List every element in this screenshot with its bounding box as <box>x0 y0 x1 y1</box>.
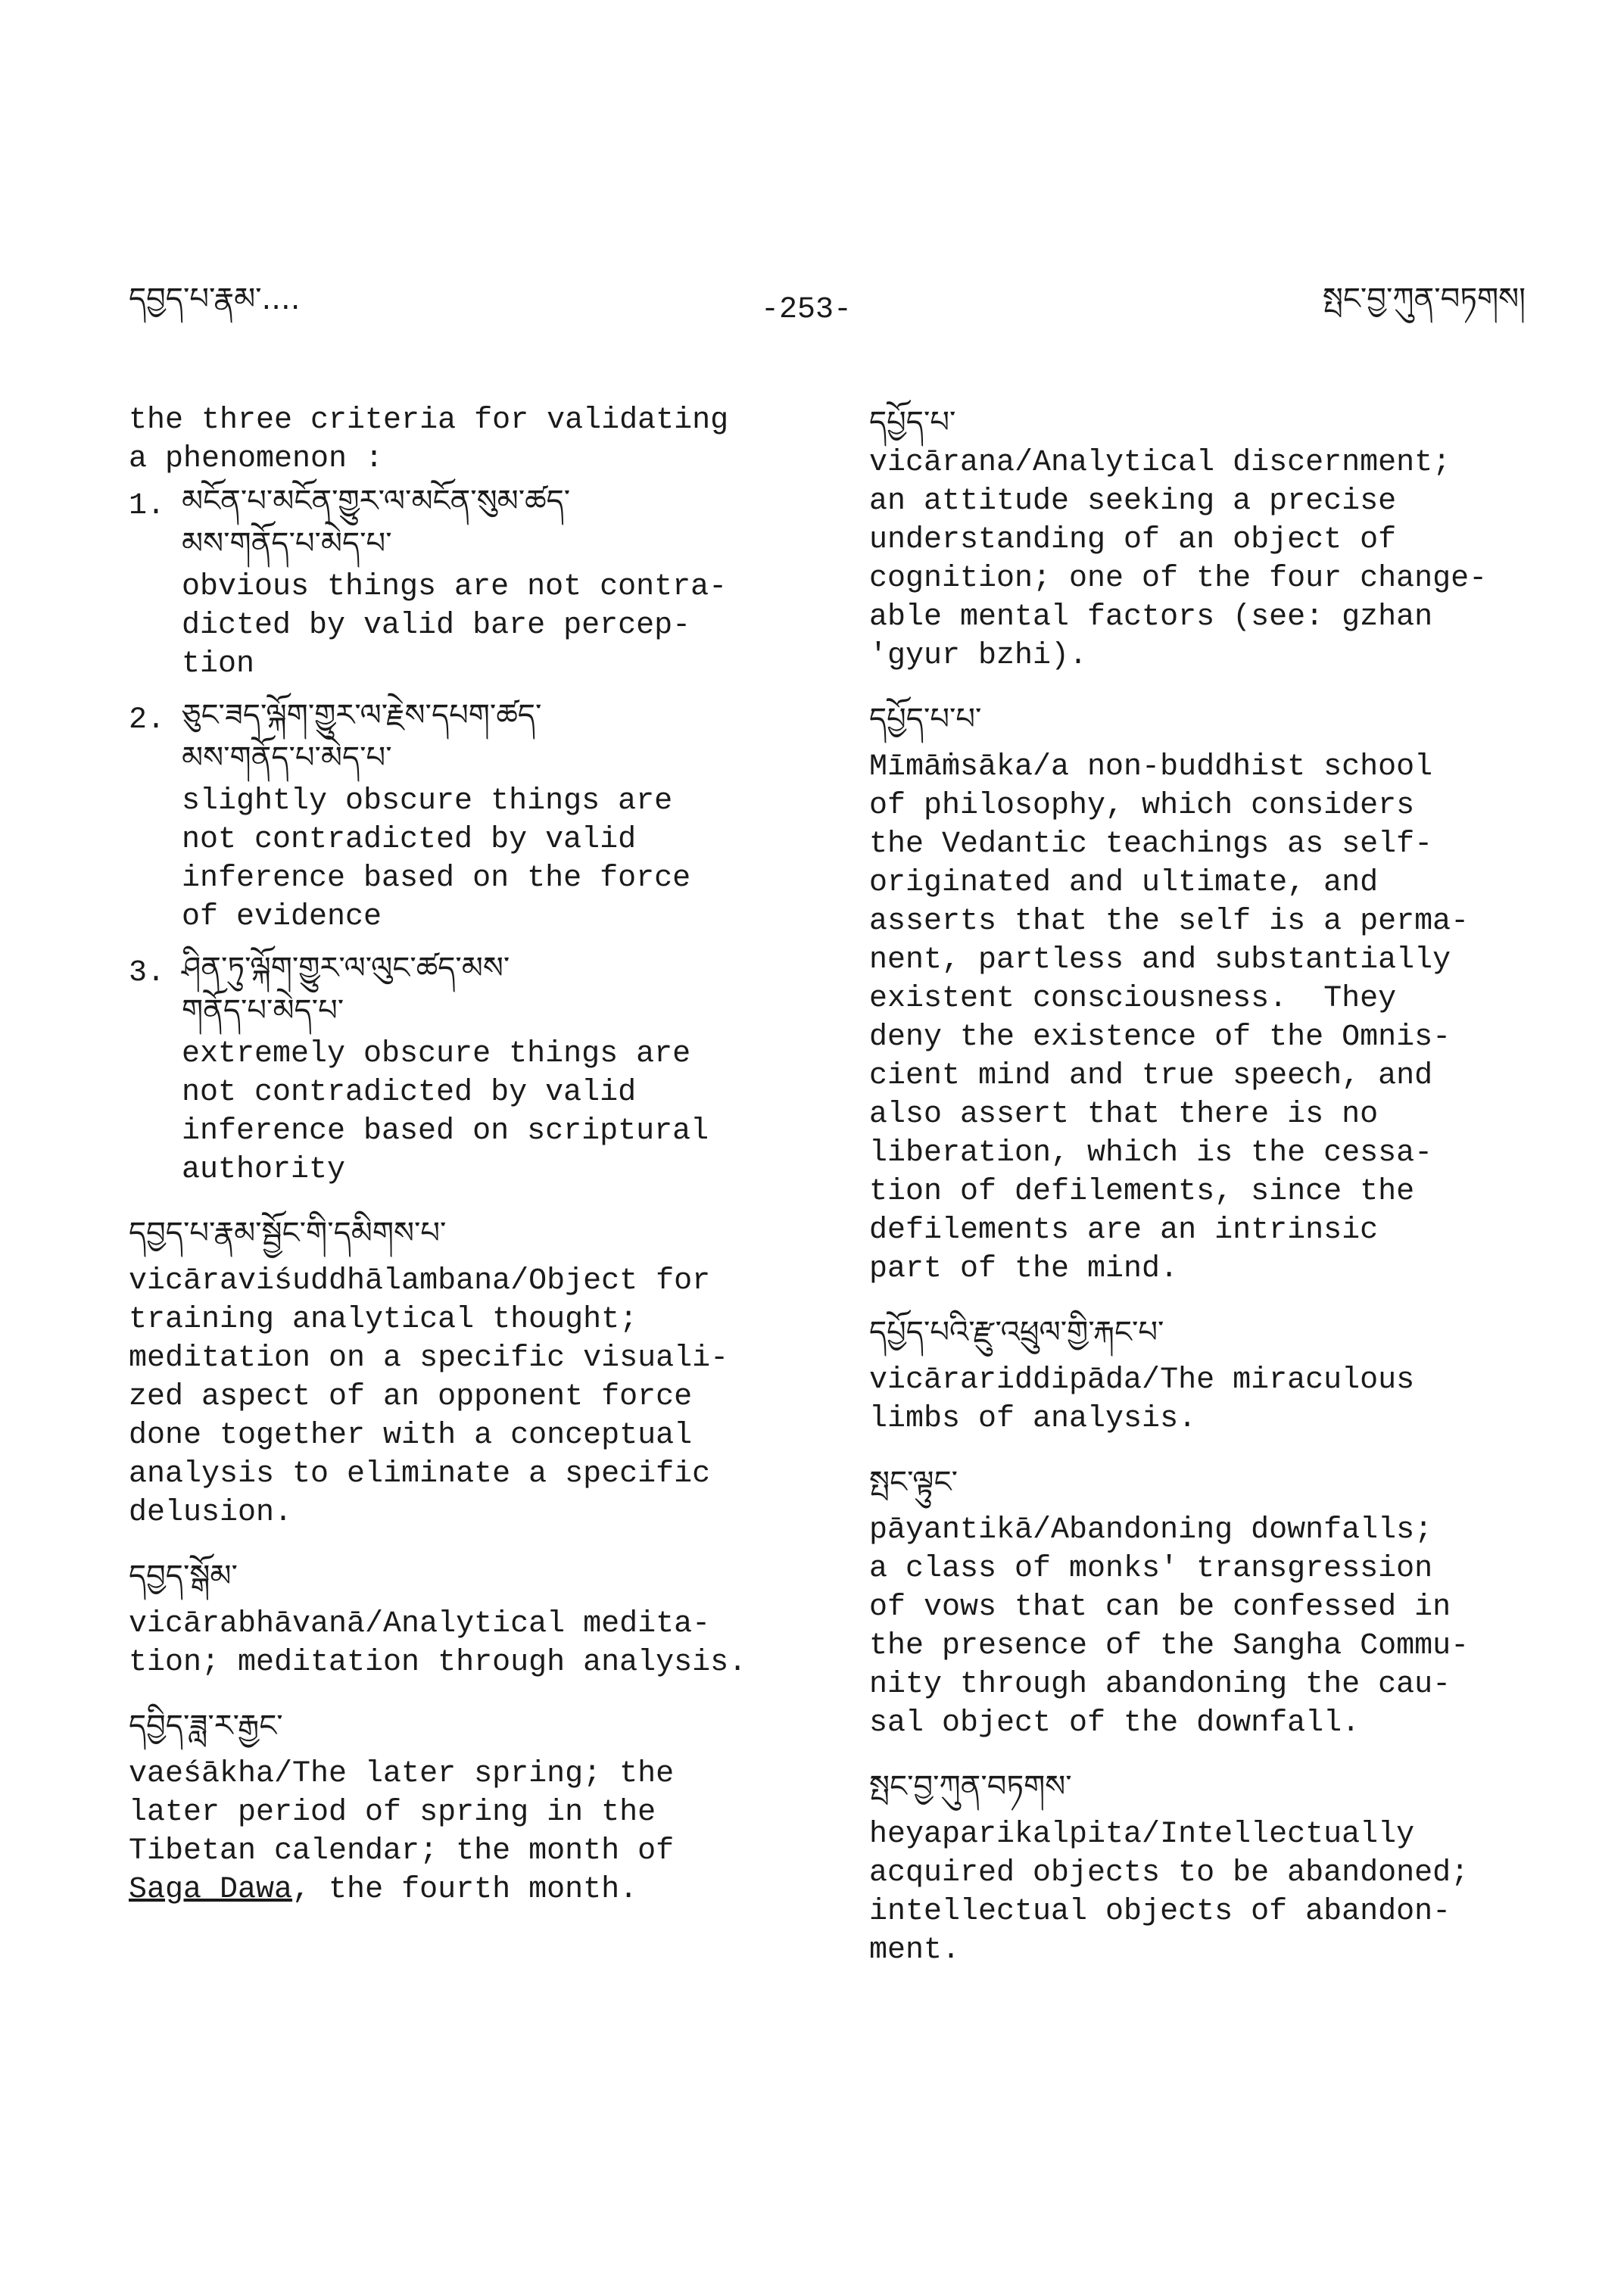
tibetan-term: མས་གནོད་པ་མེད་པ་ <box>182 526 392 561</box>
text-line: pāyantikā/Abandoning downfalls; <box>869 1513 1433 1547</box>
criterion-3 <box>129 947 795 1189</box>
dictionary-entry <box>129 1212 795 1532</box>
text-span: , the fourth month. <box>292 1873 638 1907</box>
text-line: training analytical thought; <box>129 1303 638 1337</box>
text-line: deny the existence of the Omnis- <box>869 1020 1451 1055</box>
left-column <box>129 401 795 1909</box>
tibetan-term: གནོད་པ་མེད་པ་ <box>182 993 344 1028</box>
dictionary-entry <box>129 1705 795 1909</box>
running-header-left: དབྱད་པ་རྣམ་.... <box>129 282 301 316</box>
text-line: slightly obscure things are <box>182 784 673 818</box>
text-line: not contradicted by valid <box>182 1076 637 1110</box>
text-line: tion of defilements, since the <box>869 1175 1415 1209</box>
entry-headword: སྤང་ལྟུང་ <box>869 1465 958 1500</box>
running-header-right: སྤང་བྱ་ཀུན་བཏགས། <box>1322 282 1526 316</box>
dictionary-entry <box>129 1555 795 1682</box>
text-line: obvious things are not contra- <box>182 570 728 604</box>
text-line: vicārariddipāda/The miraculous <box>869 1363 1415 1397</box>
text-line: ment. <box>869 1933 961 1967</box>
dictionary-entry <box>869 1311 1535 1438</box>
text-line: the three criteria for validating <box>129 403 729 438</box>
text-line: tion; meditation through analysis. <box>129 1646 747 1680</box>
criterion-definition <box>182 1035 795 1189</box>
text-line: authority <box>182 1153 346 1187</box>
text-line: delusion. <box>129 1496 293 1530</box>
text-line: sal object of the downfall. <box>869 1706 1361 1740</box>
text-line: limbs of analysis. <box>869 1402 1197 1436</box>
text-line: understanding of an object of <box>869 523 1397 557</box>
text-line: nent, partless and substantially <box>869 943 1451 977</box>
text-line: defilements are an intrinsic <box>869 1213 1379 1248</box>
text-line: of evidence <box>182 900 382 934</box>
text-line: vicārana/Analytical discernment; <box>869 446 1451 480</box>
entry-headword: དབྱད་སྒོམ་ <box>129 1559 238 1594</box>
dictionary-entry <box>869 1461 1535 1743</box>
text-line: vaeśākha/The later spring; the <box>129 1757 675 1791</box>
entry-headword: དཔྱོད་པའི་རྫུ་འཕྲུལ་གྱི་རྐང་པ་ <box>869 1315 1164 1350</box>
criterion-definition <box>182 782 795 936</box>
text-line: cient mind and true speech, and <box>869 1059 1433 1093</box>
entry-headword: དབྱིད་ཟླ་ར་རྒྱང་ <box>129 1709 283 1743</box>
tibetan-term: ཅུང་ཟད་ལྐོག་གྱུར་ལ་རྗེས་དཔག་ཚད་ <box>182 698 542 733</box>
text-line: cognition; one of the four change- <box>869 562 1488 596</box>
text-line: later period of spring in the <box>129 1796 656 1830</box>
entry-headword: དབྱད་པ་རྣམ་སྦྱོང་གི་དམིགས་པ་ <box>129 1216 447 1251</box>
underlined-term: Saga Dawa <box>129 1873 293 1907</box>
text-line: liberation, which is the cessa- <box>869 1136 1433 1170</box>
dictionary-entry <box>869 1765 1535 1970</box>
text-line: a phenomenon : <box>129 442 384 476</box>
dictionary-entry <box>869 698 1535 1288</box>
entry-headword: དཔྱོད་པ་ <box>869 405 956 440</box>
text-line: zed aspect of an opponent force <box>129 1380 693 1414</box>
text-line: able mental factors (see: gzhan <box>869 600 1433 634</box>
text-line: of vows that can be confessed in <box>869 1590 1451 1625</box>
text-line: a class of monks' transgression <box>869 1552 1433 1586</box>
page-number: -253- <box>761 293 853 327</box>
text-line: tion <box>182 647 255 681</box>
text-line: an attitude seeking a precise <box>869 484 1397 519</box>
text-line: dicted by valid bare percep- <box>182 609 691 643</box>
dictionary-entry <box>869 401 1535 675</box>
text-line: extremely obscure things are <box>182 1037 691 1071</box>
text-line: done together with a conceptual <box>129 1419 693 1453</box>
tibetan-term: མས་གནོད་པ་མེད་པ་ <box>182 740 392 775</box>
text-line: also assert that there is no <box>869 1098 1379 1132</box>
text-line: of philosophy, which considers <box>869 789 1415 823</box>
right-column <box>869 401 1535 1970</box>
criteria-intro <box>129 401 795 478</box>
criterion-definition <box>182 568 795 684</box>
text-line: existent consciousness. They <box>869 982 1397 1016</box>
text-line: 'gyur bzhi). <box>869 639 1088 673</box>
tibetan-term: མངོན་པ་མངོན་གྱུར་ལ་མངོན་སུམ་ཚད་ <box>182 484 571 519</box>
criterion-number: 3. <box>129 956 166 990</box>
text-line: inference based on scriptural <box>182 1114 709 1148</box>
text-line: not contradicted by valid <box>182 823 637 857</box>
text-line: vicārabhāvanā/Analytical medita- <box>129 1607 711 1641</box>
text-line: heyaparikalpita/Intellectually <box>869 1818 1415 1852</box>
text-line: originated and ultimate, and <box>869 866 1379 900</box>
text-line: analysis to eliminate a specific <box>129 1457 711 1491</box>
text-line: acquired objects to be abandoned; <box>869 1856 1470 1890</box>
text-line: vicāraviśuddhālambana/Object for <box>129 1264 711 1298</box>
text-line: intellectual objects of abandon- <box>869 1895 1451 1929</box>
text-line: Mīmāṁsāka/a non-buddhist school <box>869 750 1433 784</box>
text-line: the Vedantic teachings as self- <box>869 827 1433 861</box>
text-line: the presence of the Sangha Commu- <box>869 1629 1470 1663</box>
text-line: nity through abandoning the cau- <box>869 1668 1451 1702</box>
criterion-2 <box>129 694 795 936</box>
text-line <box>129 1871 795 1909</box>
text-line: Tibetan calendar; the month of <box>129 1834 675 1868</box>
criterion-number: 1. <box>129 489 166 523</box>
entry-headword: དཔྱོད་པ་པ་ <box>869 702 982 737</box>
criterion-number: 2. <box>129 703 166 737</box>
text-line: asserts that the self is a perma- <box>869 905 1470 939</box>
entry-headword: སྤང་བྱ་ཀུན་བཏགས་ <box>869 1769 1072 1804</box>
criterion-1 <box>129 480 795 684</box>
text-line: meditation on a specific visuali- <box>129 1341 729 1375</box>
text-line: inference based on the force <box>182 861 691 896</box>
tibetan-term: ཤིན་ཏུ་ལྐོག་གྱུར་ལ་ལུང་ཚད་མས་ <box>182 951 510 986</box>
text-line: part of the mind. <box>869 1252 1179 1286</box>
